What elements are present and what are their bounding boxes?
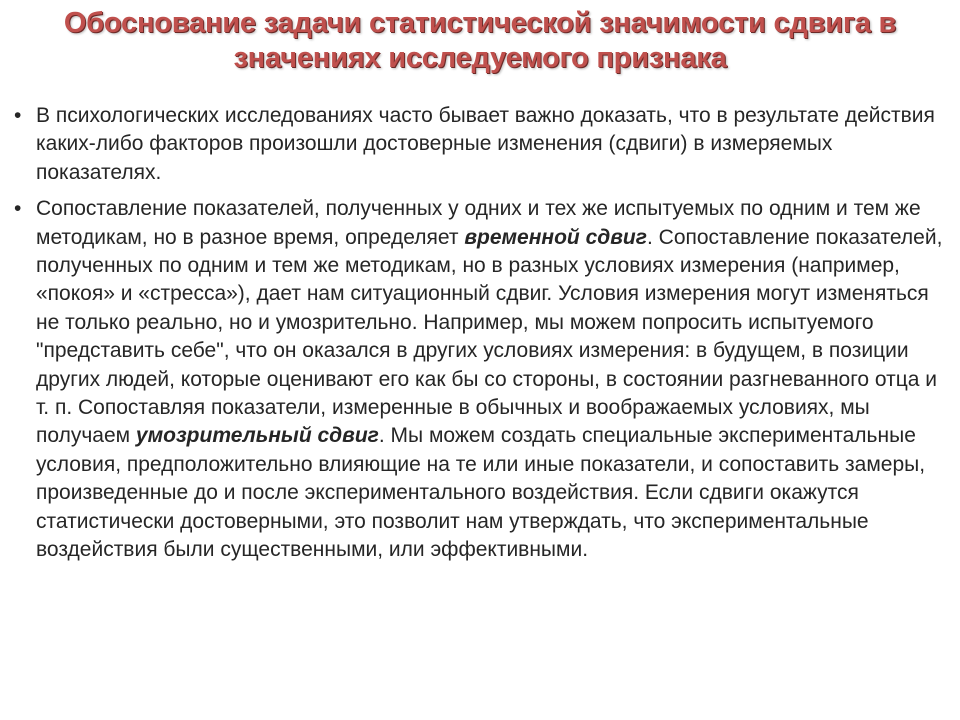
bullet-text-part: . Мы можем создать специальные экспериментальные условия, предположительно влияющие на те или иные показатели, и сопоставить замеры, произведенные до и после экспериментального воздействия. Если сдвиги окажутся статистически достоверными, это позволит нам утверждать, что экспериментальные воздействия были существенными, или эффективными. [36,424,926,562]
bullet-text: В психологических исследованиях часто бывает важно доказать, что в результате действия каких-либо факторов произошли достоверные изменения (сдвиги) в измеряемых показателях. [36,104,935,184]
bullet-marker: • [14,197,22,221]
term-speculative-shift: умозрительный сдвиг [135,424,379,448]
term-temporal-shift: временной сдвиг [464,225,647,249]
bullet-marker: • [14,104,22,127]
bullet-text-part: Сопоставление показателей, полученных у одних и тех же испытуемых по одним и тем же методикам, но в разное время, определяет [36,197,921,249]
slide-title: Обоснование задачи статистической значимости сдвига в значениях исследуемого признака [63,7,897,74]
bullet-text-part: . Сопоставление показателей, полученных по одним и тем же методикам, но в разных условиях измерения (например, «покоя» и «стресса»), дает нам ситуационный сдвиг. Условия измерения могут изменяться не только реально, но и умозрительно. Например, мы можем попросить испытуемого "представить себе", что он оказался в других условиях измерения: в будущем, в позиции других людей, которые оценивают его как бы со стороны, в состоянии разгневанного отца и т. п. Сопоставляя показатели, измеренные в обычных и воображаемых условиях, мы получаем [36,225,943,448]
bullet-list [14,102,946,573]
bullet-item-1 [14,102,946,187]
bullet-item-2 [14,195,946,564]
